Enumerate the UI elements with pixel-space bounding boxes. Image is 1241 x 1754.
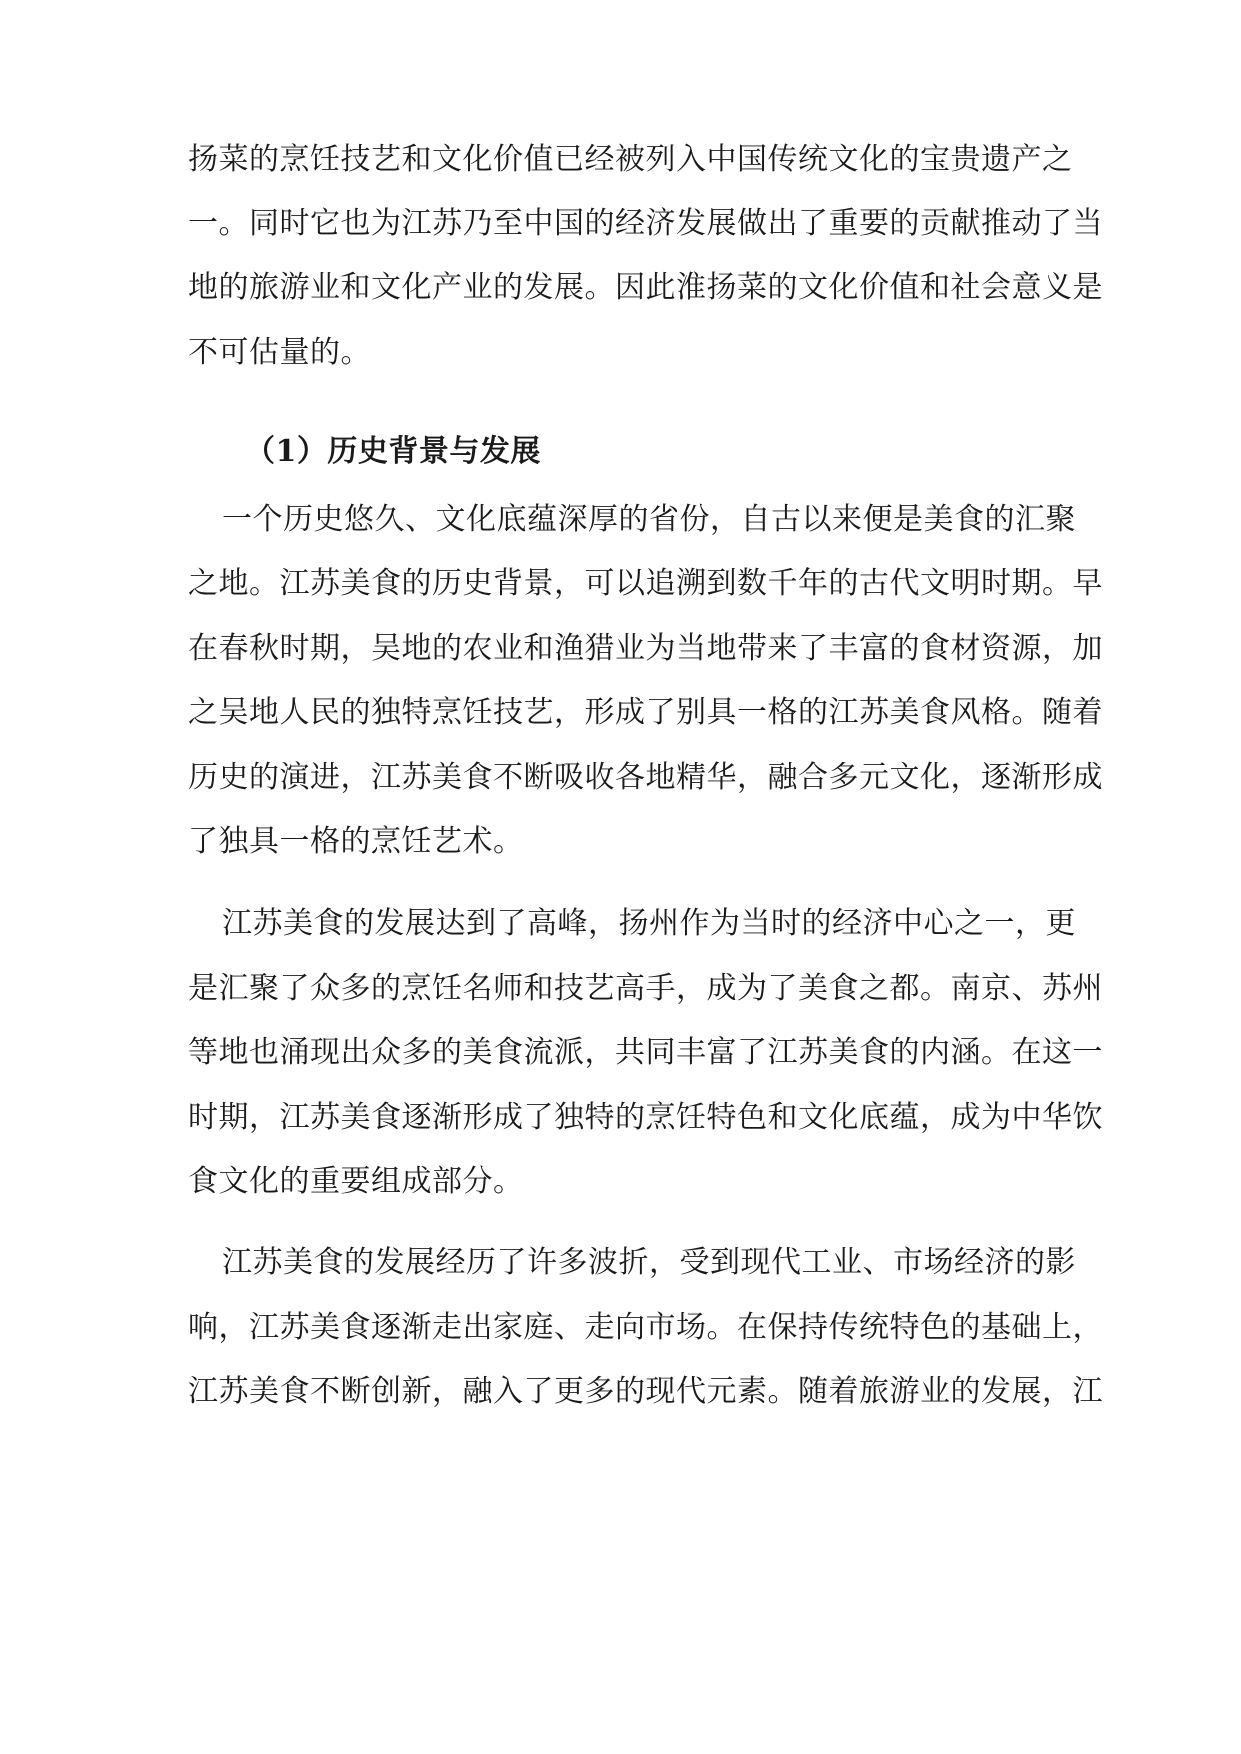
section-heading: （1）历史背景与发展 — [245, 434, 541, 469]
paragraph-line: 是汇聚了众多的烹饪名师和技艺高手，成为了美食之都。南京、苏州 — [188, 971, 1103, 1006]
paragraph-line: 了独具一格的烹饪艺术。 — [188, 824, 524, 859]
paragraph-line: 江苏美食的发展达到了高峰，扬州作为当时的经济中心之一，更 — [222, 906, 1076, 941]
paragraph-line: 一个历史悠久、文化底蕴深厚的省份，自古以来便是美食的汇聚 — [222, 502, 1076, 537]
paragraph-line: 地的旅游业和文化产业的发展。因此淮扬菜的文化价值和社会意义是 — [188, 270, 1103, 305]
paragraph-line: 历史的演进，江苏美食不断吸收各地精华，融合多元文化，逐渐形成 — [188, 760, 1103, 795]
paragraph-line: 不可估量的。 — [188, 335, 371, 370]
paragraph-line: 扬菜的烹饪技艺和文化价值已经被列入中国传统文化的宝贵遗产之 — [188, 142, 1073, 177]
paragraph-line: 之地。江苏美食的历史背景，可以追溯到数千年的古代文明时期。早 — [188, 566, 1103, 601]
paragraph-line: 等地也涌现出众多的美食流派，共同丰富了江苏美食的内涵。在这一 — [188, 1035, 1103, 1070]
paragraph-line: 江苏美食的发展经历了许多波折，受到现代工业、市场经济的影 — [222, 1245, 1076, 1280]
paragraph-line: 之吴地人民的独特烹饪技艺，形成了别具一格的江苏美食风格。随着 — [188, 695, 1103, 730]
paragraph-line: 江苏美食不断创新，融入了更多的现代元素。随着旅游业的发展，江 — [188, 1374, 1103, 1409]
paragraph-line: 在春秋时期，吴地的农业和渔猎业为当地带来了丰富的食材资源，加 — [188, 631, 1103, 666]
paragraph-line: 一。同时它也为江苏乃至中国的经济发展做出了重要的贡献推动了当 — [188, 206, 1103, 241]
paragraph-line: 时期，江苏美食逐渐形成了独特的烹饪特色和文化底蕴，成为中华饮 — [188, 1100, 1103, 1135]
paragraph-line: 食文化的重要组成部分。 — [188, 1164, 524, 1199]
paragraph-line: 响，江苏美食逐渐走出家庭、走向市场。在保持传统特色的基础上， — [188, 1310, 1103, 1345]
